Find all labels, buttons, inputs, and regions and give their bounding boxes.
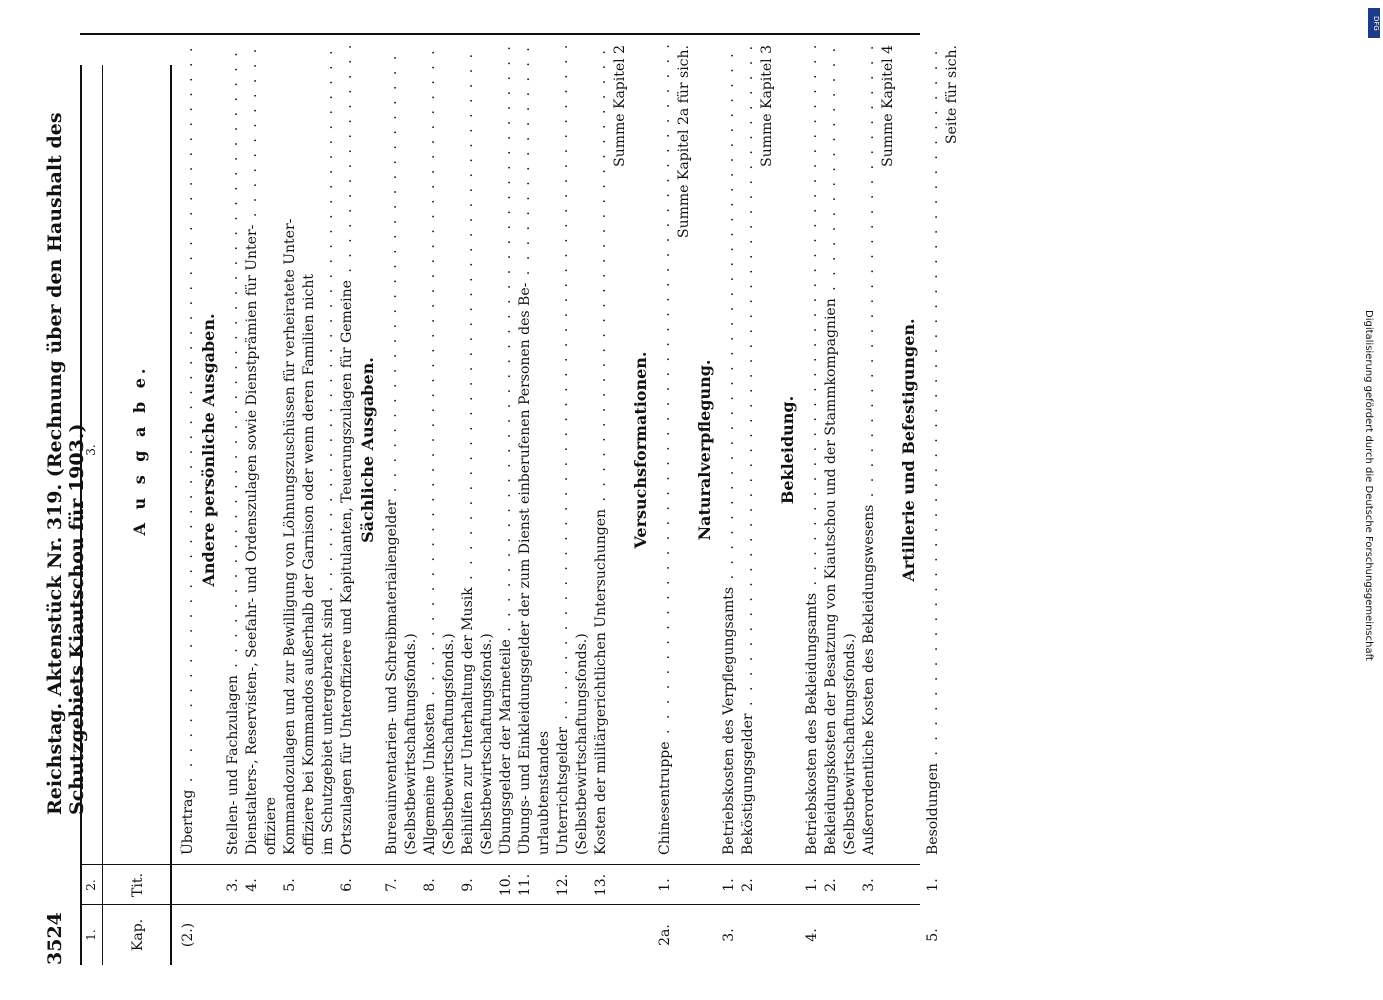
dfg-logo: DFG bbox=[1368, 8, 1380, 38]
section-heading bbox=[199, 65, 219, 965]
tit-cell: 12. bbox=[555, 873, 571, 897]
amount-cell bbox=[880, 0, 896, 25]
amount-cell bbox=[740, 0, 756, 25]
col-number-1: 1. bbox=[84, 929, 98, 941]
colnum-rule bbox=[102, 65, 103, 965]
amount-cell bbox=[422, 0, 438, 25]
ledger-row bbox=[721, 65, 741, 965]
tit-cell: 3. bbox=[225, 878, 241, 892]
ledger-row bbox=[740, 65, 760, 965]
amount-cell bbox=[657, 0, 673, 25]
rotated-document-page bbox=[40, 45, 1340, 965]
description-cell: offiziere bbox=[263, 797, 279, 855]
tit-cell: 8. bbox=[422, 878, 438, 892]
amount-cell bbox=[384, 0, 400, 25]
section-heading bbox=[695, 65, 715, 965]
kap-cell: 4. bbox=[804, 928, 820, 942]
sum-label: Summe Kapitel 2a für sich. bbox=[676, 45, 692, 238]
description-cell: offiziere bei Kommandos außerhalb der Garnison oder wenn deren Familien nicht bbox=[301, 274, 317, 855]
description-cell: Betriebskosten des Bekleidungsamts . . . bbox=[804, 45, 820, 855]
kap-cell: 2a. bbox=[657, 924, 673, 946]
description-cell: Betriebskosten des Verpflegungsamts . . . bbox=[721, 45, 737, 855]
amount-cell bbox=[823, 0, 839, 25]
description-cell: (Selbstbewirtschaftungsfonds.) bbox=[574, 633, 590, 855]
tit-cell: 1. bbox=[657, 878, 673, 892]
ledger-row bbox=[842, 65, 862, 965]
amount-cell bbox=[721, 0, 737, 25]
tit-cell: 3. bbox=[861, 878, 877, 892]
ledger-row bbox=[403, 65, 423, 965]
section-title: Versuchsformationen. bbox=[631, 351, 650, 549]
sum-label: Summe Kapitel 2 bbox=[612, 45, 628, 167]
ledger-row bbox=[880, 45, 900, 965]
amount-cell bbox=[320, 0, 336, 25]
col-head-spent-2 bbox=[128, 0, 144, 35]
col-head-spent-1 bbox=[110, 0, 126, 35]
tit-cell: 1. bbox=[925, 878, 941, 892]
amount-cell bbox=[498, 0, 514, 25]
amount-cell bbox=[180, 0, 196, 25]
ledger-row bbox=[657, 65, 677, 965]
sum-label: Summe Kapitel 3 bbox=[759, 45, 775, 167]
amount-cell bbox=[225, 0, 241, 25]
ledger-row bbox=[339, 65, 359, 965]
sum-label: Seite für sich. bbox=[944, 45, 960, 145]
description-cell: Kosten der militärgerichtlichen Untersuchungen . . . bbox=[593, 45, 609, 855]
ledger-row bbox=[225, 65, 245, 965]
ledger-row bbox=[676, 45, 696, 965]
ledger-row bbox=[301, 65, 321, 965]
kap-cell: 5. bbox=[925, 928, 941, 942]
amount-cell bbox=[861, 0, 877, 25]
tit-cell: 4. bbox=[244, 878, 260, 892]
col-head-tit: Tit. bbox=[130, 873, 146, 897]
col-head-unit bbox=[152, 0, 165, 35]
ledger-row bbox=[282, 65, 302, 965]
description-cell: Besoldungen . . . bbox=[925, 45, 941, 855]
kap-cell: 3. bbox=[721, 928, 737, 942]
ledger-row bbox=[555, 65, 575, 965]
description-cell: Außerordentliche Kosten des Bekleidungswesens . . . bbox=[861, 45, 877, 855]
ledger-row bbox=[517, 65, 537, 965]
amount-cell bbox=[925, 0, 941, 25]
section-title: Naturalverpflegung. bbox=[695, 359, 714, 541]
tit-cell: 1. bbox=[804, 878, 820, 892]
amount-cell bbox=[244, 0, 260, 25]
description-cell: Übertrag . . . bbox=[180, 45, 196, 855]
amount-cell bbox=[593, 0, 609, 25]
amount-cell bbox=[339, 0, 355, 25]
ledger-row bbox=[804, 65, 824, 965]
col-number-2: 2. bbox=[84, 879, 98, 891]
description-cell: Bureauinventarien- und Schreibmaterialiengelder . . . bbox=[384, 45, 400, 855]
col-number-3: 3. bbox=[84, 444, 98, 456]
ledger-row bbox=[320, 65, 340, 965]
description-cell: Übungsgelder der Marineteile . . . bbox=[498, 45, 514, 855]
section-title: Andere persönliche Ausgaben. bbox=[199, 313, 218, 587]
col-head-ausgabe: A u s g a b e. bbox=[130, 364, 149, 536]
ledger-row bbox=[180, 65, 200, 965]
section-heading bbox=[899, 65, 919, 965]
ledger-row bbox=[263, 65, 283, 965]
ledger-row bbox=[460, 65, 480, 965]
description-cell: (Selbstbewirtschaftungsfonds.) bbox=[441, 633, 457, 855]
ledger-row bbox=[422, 65, 442, 965]
ledger-row bbox=[759, 45, 779, 965]
description-cell: (Selbstbewirtschaftungsfonds.) bbox=[403, 633, 419, 855]
tit-cell: 11. bbox=[517, 873, 533, 897]
ledger-row bbox=[925, 65, 945, 965]
section-heading bbox=[631, 65, 651, 965]
description-cell: Allgemeine Unkosten . . . bbox=[422, 45, 438, 855]
description-cell: Bekleidungskosten der Besatzung von Kiautschou und der Stammkompagnien . . . bbox=[823, 45, 839, 855]
description-cell: (Selbstbewirtschaftungsfonds.) bbox=[479, 633, 495, 855]
kap-cell: (2.) bbox=[180, 922, 196, 948]
tit-cell: 6. bbox=[339, 878, 355, 892]
col-number-4 bbox=[84, 0, 98, 35]
ledger-row bbox=[823, 65, 843, 965]
description-cell: Unterrichtsgelder . . . bbox=[555, 45, 571, 855]
description-cell: Beköstigungsgelder . . . bbox=[740, 45, 756, 855]
section-heading bbox=[358, 65, 378, 965]
head-rule bbox=[170, 65, 172, 965]
page-header bbox=[42, 65, 88, 965]
tit-cell: 9. bbox=[460, 878, 476, 892]
amount-cell bbox=[612, 0, 628, 25]
ledger-row bbox=[536, 65, 556, 965]
ledger-row bbox=[441, 65, 461, 965]
description-cell: Übungs- und Einkleidungsgelder der zum Dienst einberufenen Personen des Be- . . . bbox=[517, 45, 533, 855]
ledger-row bbox=[944, 45, 964, 965]
amount-cell bbox=[555, 0, 571, 25]
section-heading bbox=[778, 65, 798, 965]
sum-label: Summe Kapitel 4 bbox=[880, 45, 896, 167]
section-title: Artillerie und Befestigungen. bbox=[899, 318, 918, 582]
amount-cell bbox=[460, 0, 476, 25]
page-title: Reichstag. Aktenstück Nr. 319. (Rechnung über den Haushalt des Schutzgebiets Kiautschou für 1903.) bbox=[44, 112, 88, 815]
description-cell: Beihilfen zur Unterhaltung der Musik . . . bbox=[460, 45, 476, 855]
ledger-row bbox=[244, 65, 264, 965]
col-head-kap: Kap. bbox=[130, 918, 146, 952]
description-cell: Ortszulagen für Unteroffiziere und Kapitulanten, Teuerungszulagen für Gemeine . . . bbox=[339, 45, 355, 855]
page-number: 3524 bbox=[44, 912, 66, 965]
header-rule bbox=[80, 65, 82, 965]
tit-cell: 5. bbox=[282, 878, 298, 892]
tit-cell: 13. bbox=[593, 873, 609, 897]
ledger-row bbox=[861, 65, 881, 965]
tit-cell: 2. bbox=[823, 878, 839, 892]
digitization-note: Digitalisierung gefördert durch die Deutsche Forschungsgemeinschaft bbox=[1363, 310, 1374, 661]
description-cell: urlaubtenstandes bbox=[536, 730, 552, 855]
section-title: Sächliche Ausgaben. bbox=[358, 357, 377, 543]
description-cell: im Schutzgebiet untergebracht sind . . . bbox=[320, 45, 336, 855]
ledger-row bbox=[612, 45, 632, 965]
amount-cell bbox=[804, 0, 820, 25]
ledger-row bbox=[593, 65, 613, 965]
amount-cell bbox=[517, 0, 533, 25]
description-cell: Dienstalters-, Reservisten-, Seefahr- und Ordenszulagen sowie Dienstprämien für Unter- . . . bbox=[244, 45, 260, 855]
tit-cell: 10. bbox=[498, 873, 514, 897]
tit-cell: 2. bbox=[740, 878, 756, 892]
description-cell: Chinesentruppe . . . bbox=[657, 45, 673, 855]
ledger-row bbox=[479, 65, 499, 965]
ledger-row bbox=[574, 65, 594, 965]
tit-cell: 7. bbox=[384, 878, 400, 892]
ledger-row bbox=[498, 65, 518, 965]
section-title: Bekleidung. bbox=[778, 395, 797, 505]
description-cell: Kommandozulagen und zur Bewilligung von Löhnungszuschüssen für verheiratete Unter- bbox=[282, 218, 298, 855]
tit-cell: 1. bbox=[721, 878, 737, 892]
description-cell: Stellen- und Fachzulagen . . . bbox=[225, 45, 241, 855]
description-cell: (Selbstbewirtschaftungsfonds.) bbox=[842, 633, 858, 855]
amount-cell bbox=[759, 0, 775, 25]
ledger-row bbox=[384, 65, 404, 965]
